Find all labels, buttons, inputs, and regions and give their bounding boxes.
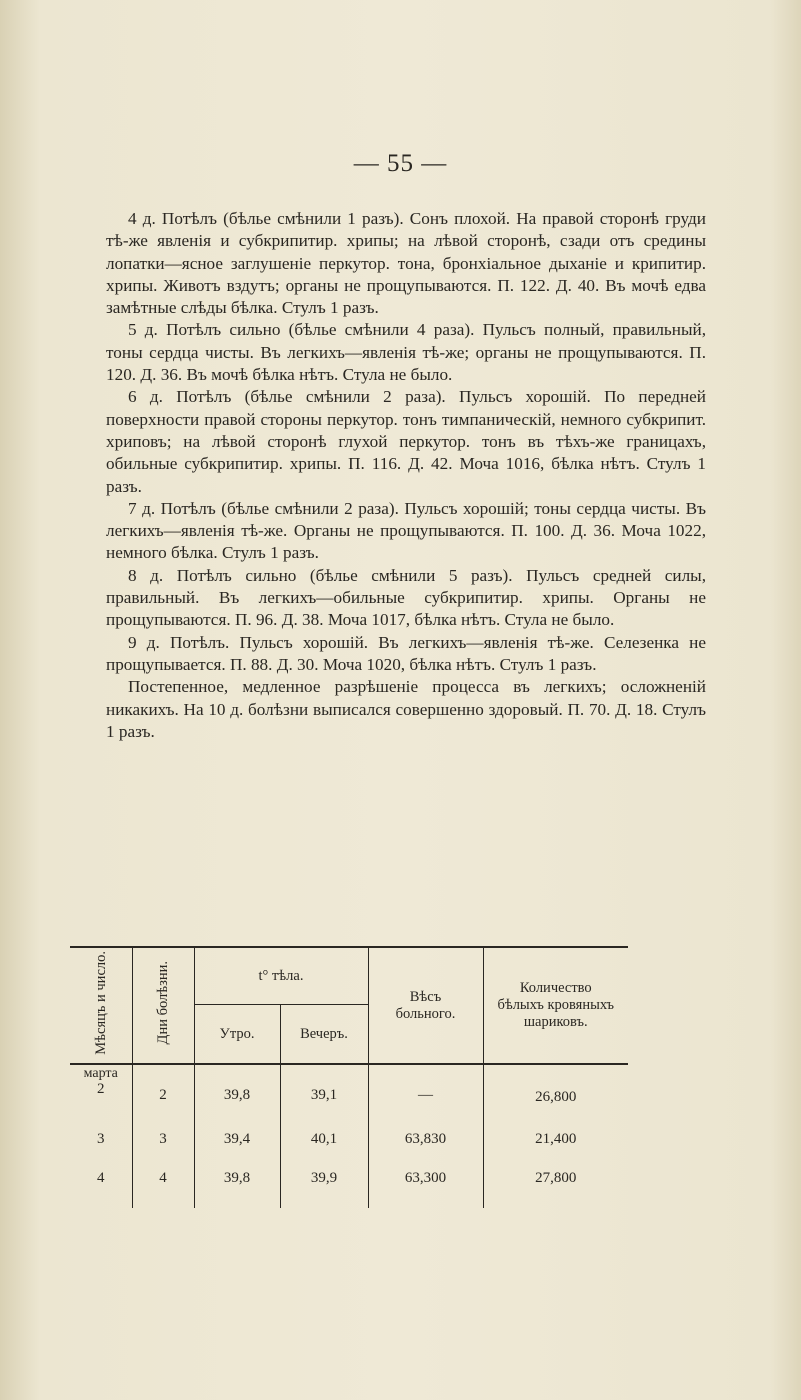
cell-day: 2 [132, 1064, 194, 1127]
cell-morning: 39,8 [194, 1166, 280, 1208]
header-evening: Вечеръ. [280, 1005, 368, 1064]
cell-morning: 39,4 [194, 1127, 280, 1166]
paragraph-day-9: 9 д. Потѣлъ. Пульсъ хорошій. Въ легкихъ—явленія тѣ-же. Селезенка не прощупывается. П. 88. Д. 30. Моча 1020, бѣлка нѣтъ. Стулъ 1 разъ. [106, 632, 706, 674]
header-temperature: t° тѣла. [194, 947, 368, 1005]
cell-date [70, 1064, 132, 1127]
paragraph-day-8: 8 д. Потѣлъ сильно (бѣлье смѣнили 5 разъ). Пульсъ средней силы, правильный. Въ легкихъ—обильные субкрипитир. хрипы. Органы не прощупываются. П. 96. Д. 38. Моча 1017, бѣлка нѣтъ. Стула не было. [106, 565, 706, 630]
body-text [106, 208, 706, 743]
cell-day: 3 [132, 1127, 194, 1166]
cell-date: 4 [97, 1170, 105, 1186]
cell-date-value: 2 [97, 1081, 105, 1097]
cell-date: 3 [97, 1131, 105, 1147]
paragraph-day-6: 6 д. Потѣлъ (бѣлье смѣнили 2 раза). Пульсъ хорошій. По передней поверхности правой стороны перкутор. тонъ тимпаническій, немного субкрипит. хриповъ; на лѣвой сторонѣ глухой перкутор. тонъ въ тѣхъ-же границахъ, обильные субкрипитир. хрипы. П. 116. Д. 42. Моча 1016, бѣлка нѣтъ. Стулъ 1 разъ. [106, 387, 706, 496]
cell-evening: 39,9 [280, 1166, 368, 1208]
cell-morning: 39,8 [194, 1064, 280, 1127]
paragraph-day-4: 4 д. Потѣлъ (бѣлье смѣнили 1 разъ). Сонъ плохой. На правой сторонѣ груди тѣ-же явленія и субкрипитир. хрипы; на лѣвой сторонѣ, сзади отъ средины лопатки—ясное заглушеніе перкутор. тона, бронхіальное дыханіе и крипитир. хрипы. Животъ вздутъ; органы не прощупываются. П. 122. Д. 40. Въ мочѣ едва замѣтные слѣды бѣлка. Стулъ 1 разъ. [106, 209, 706, 318]
table-row [70, 1064, 628, 1127]
header-illness-day-label: Дни болѣзни. [155, 961, 171, 1045]
cell-count: 21,400 [483, 1127, 628, 1166]
header-white-cells: Количество бѣлыхъ кровяныхъ шариковъ. [483, 947, 628, 1063]
header-month-day [70, 947, 132, 1063]
table-row [70, 1127, 628, 1166]
page-number: — 55 — [353, 150, 448, 177]
cell-count: 27,800 [483, 1166, 628, 1208]
table-row [70, 1166, 628, 1208]
cell-evening: 40,1 [280, 1127, 368, 1166]
header-morning: Утро. [194, 1005, 280, 1064]
observation-table [70, 946, 628, 1208]
cell-weight: — [368, 1064, 483, 1127]
cell-month: марта [83, 1066, 118, 1081]
cell-evening: 39,1 [280, 1064, 368, 1127]
header-weight: Вѣсъ больного. [368, 947, 483, 1063]
header-month-day-label: Мѣсяцъ и число. [92, 951, 109, 1055]
cell-weight: 63,830 [368, 1127, 483, 1166]
paragraph-conclusion: Постепенное, медленное разрѣшеніе процесса въ легкихъ; осложненій никакихъ. На 10 д. болѣзни выписался совершенно здоровый. П. 70. Д. 18. Стулъ 1 разъ. [106, 677, 706, 741]
cell-day: 4 [132, 1166, 194, 1208]
cell-weight: 63,300 [368, 1166, 483, 1208]
header-illness-day [132, 947, 194, 1063]
paragraph-day-5: 5 д. Потѣлъ сильно (бѣлье смѣнили 4 раза). Пульсъ полный, правильный, тоны сердца чисты. Въ легкихъ—явленія тѣ-же; органы не прощупываются. П. 120. Д. 36. Въ мочѣ бѣлка нѣтъ. Стула не было. [106, 320, 706, 385]
paragraph-day-7: 7 д. Потѣлъ (бѣлье смѣнили 2 раза). Пульсъ хорошій; тоны сердца чисты. Въ легкихъ—явленія тѣ-же. Органы не прощупываются. П. 100. Д. 36. Моча 1022, немного бѣлка. Стулъ 1 разъ. [106, 498, 706, 563]
cell-count: 26,800 [483, 1064, 628, 1127]
